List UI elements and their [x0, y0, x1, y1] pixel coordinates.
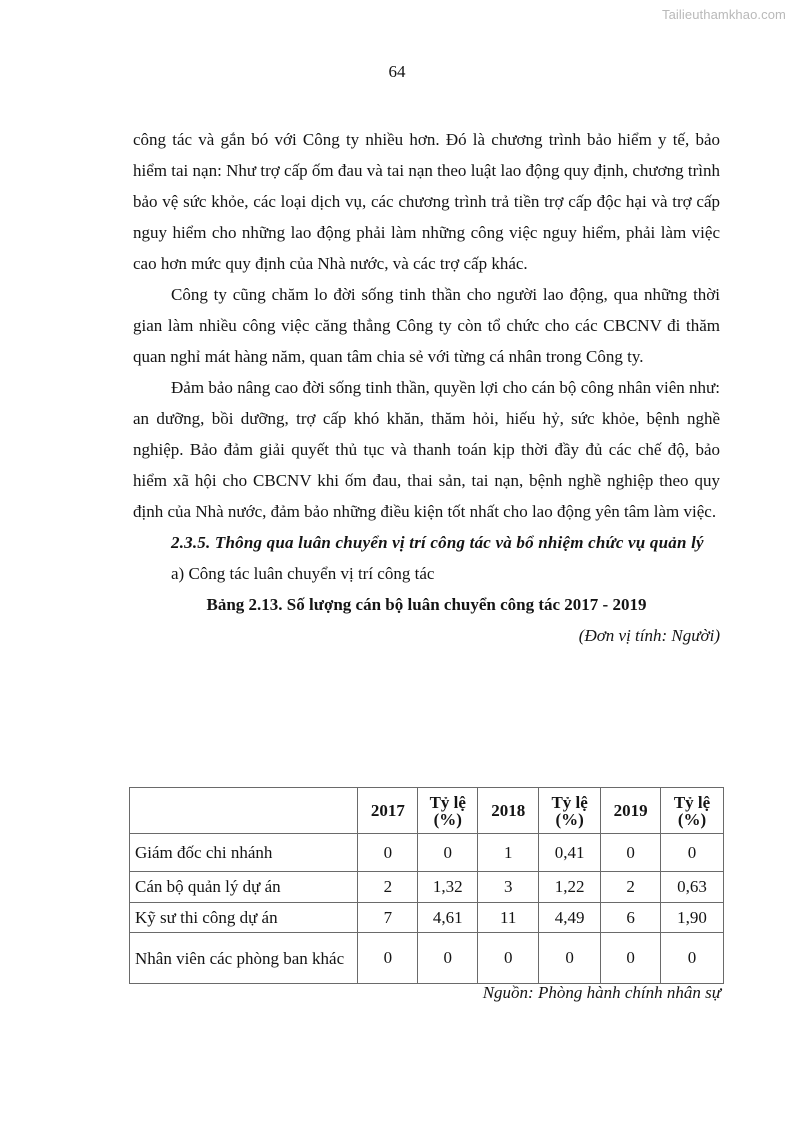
table-row [130, 903, 724, 933]
table-row [130, 872, 724, 903]
cell: 6 [601, 903, 661, 933]
header-2019: 2019 [601, 788, 661, 834]
row-label: Giám đốc chi nhánh [130, 834, 358, 872]
cell: 3 [478, 872, 539, 903]
table-header-row [130, 788, 724, 834]
table-unit: (Đơn vị tính: Người) [578, 626, 720, 645]
subheading: a) Công tác luân chuyển vị trí công tác [171, 564, 435, 583]
cell: 0 [418, 834, 478, 872]
header-rate-2019: Tỷ lệ (%) [661, 788, 724, 834]
cell: 2 [601, 872, 661, 903]
row-label [130, 933, 358, 984]
cell: 2 [358, 872, 418, 903]
paragraph-continued: công tác và gắn bó với Công ty nhiều hơn. Đó là chương trình bảo hiểm y tế, bảo hiểm tai nạn: Như trợ cấp ốm đau và tai nạn theo luật lao động quy định, chương trình bảo vệ sức khỏe, các loại dịch vụ, các chương trình trả tiền trợ cấp độc hại và trợ cấp nguy hiểm cho những lao động phải làm những công việc nguy hiểm, phải làm việc cao hơn mức quy định của Nhà nước, và các trợ cấp khác. [133, 130, 720, 273]
row-label: Cán bộ quản lý dự án [130, 872, 358, 903]
header-2017: 2017 [358, 788, 418, 834]
cell: 4,61 [418, 903, 478, 933]
cell: 1,22 [539, 872, 601, 903]
cell: 1,90 [661, 903, 724, 933]
cell: 7 [358, 903, 418, 933]
cell: 0 [358, 933, 418, 984]
cell: 0 [661, 933, 724, 984]
header-2018: 2018 [478, 788, 539, 834]
page-number: 64 [388, 62, 406, 81]
cell: 0 [661, 834, 724, 872]
row-label-text: Nhân viên các phòng ban khác [135, 948, 345, 968]
cell: 0 [601, 933, 661, 984]
header-rate-2017: Tỷ lệ (%) [418, 788, 478, 834]
cell: 1 [478, 834, 539, 872]
rotation-table [129, 787, 724, 984]
section-heading: 2.3.5. Thông qua luân chuyển vị trí công tác và bổ nhiệm chức vụ quản lý [171, 533, 704, 552]
row-label: Kỹ sư thi công dự án [130, 903, 358, 933]
table-row [130, 834, 724, 872]
cell: 4,49 [539, 903, 601, 933]
watermark: Tailieuthamkhao.com [661, 7, 786, 22]
table-source: Nguồn: Phòng hành chính nhân sự [482, 983, 721, 1002]
cell: 1,32 [418, 872, 478, 903]
cell: 0 [601, 834, 661, 872]
cell: 0 [358, 834, 418, 872]
header-rate-2018: Tỷ lệ (%) [539, 788, 601, 834]
table-row [130, 933, 724, 984]
cell: 0 [478, 933, 539, 984]
header-empty [130, 788, 358, 834]
cell: 11 [478, 903, 539, 933]
table-caption: Bảng 2.13. Số lượng cán bộ luân chuyển công tác 2017 - 2019 [206, 595, 647, 614]
paragraph-spiritual-life: Công ty cũng chăm lo đời sống tinh thần cho người lao động, qua những thời gian làm nhiều công việc căng thẳng Công ty còn tổ chức cho các CBCNV đi thăm quan nghỉ mát hàng năm, quan tâm chia sẻ với từng cá nhân trong Công ty. [133, 285, 720, 366]
cell: 0,63 [661, 872, 724, 903]
cell: 0 [539, 933, 601, 984]
cell: 0,41 [539, 834, 601, 872]
paragraph-benefits: Đảm bảo nâng cao đời sống tinh thần, quyền lợi cho cán bộ công nhân viên như: an dưỡng, bồi dưỡng, trợ cấp khó khăn, thăm hỏi, hiếu hỷ, sức khỏe, bệnh nghề nghiệp. Bảo đảm giải quyết thủ tục và thanh toán kịp thời đầy đủ các chế độ, bảo hiểm xã hội cho CBCNV khi ốm đau, thai sản, tai nạn, bệnh nghề nghiệp theo quy định của Nhà nước, đảm bảo những điều kiện tốt nhất cho lao động yên tâm làm việc. [133, 378, 720, 521]
document-body [133, 124, 720, 651]
cell: 0 [418, 933, 478, 984]
